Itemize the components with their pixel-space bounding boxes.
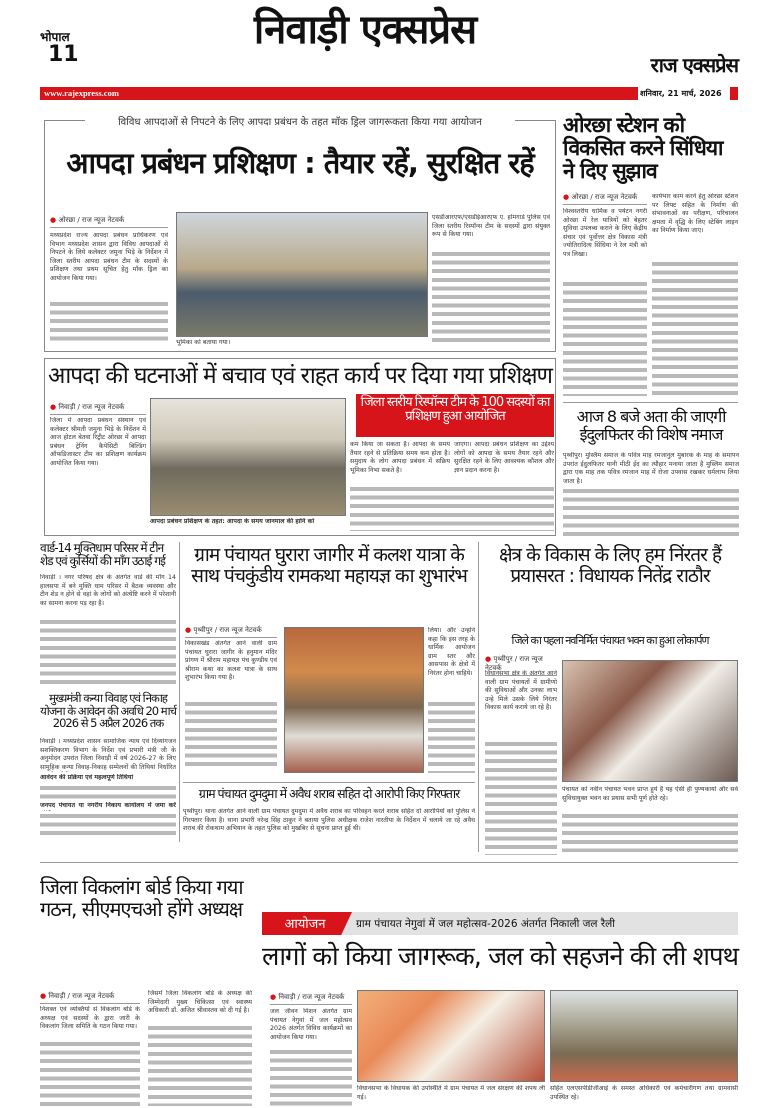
jal-text-2: विधानसभा के विधायक की उपस्थिति में ग्राम पंचायत में जल संरक्षण की शपथ ली गई।: [357, 1085, 545, 1101]
training-headline: आपदा की घटनाओं में बचाव एवं राहत कार्य पर दिया गया प्रशिक्षण: [48, 363, 552, 389]
vidhayak-byline: ● पृथ्वीपुर / राज न्यूज नेटवर्क: [485, 655, 557, 676]
orchha-text2-fill: [652, 260, 738, 396]
lead-text-right-fill: [432, 250, 550, 344]
training-headline-wrap: [48, 364, 552, 389]
kanya-text: निवाड़ी । मध्यप्रदेश शासन सामाजिक न्याय एवं दिव्यांगजन सशक्तिकरण विभाग के निर्देश एवं प्रभारी मंत्री जी के अनुमोदन उपरांत जिला निवाड़ी में वर्ष 2026-27 के लिए सामूहिक कन्या विवाह-निकाह सम्मेलनों की तिथियां निर्धारित: [40, 738, 176, 771]
jal-kicker: ग्राम पंचायत नेगुवां में जल महोत्सव-2026 अंतर्गत निकाली जल रैली: [356, 918, 616, 930]
lead-photo: [176, 212, 428, 337]
jal-text-fill: [270, 1048, 352, 1106]
divider: [563, 402, 738, 403]
vidhayak-photo: [562, 660, 738, 782]
sharab-headline: ग्राम पंचायत दुमदुमा में अवैध शराब सहित दो आरोपी किए गिरफ्तार: [198, 786, 460, 801]
lead-kicker: विविध आपदाओं से निपटने के लिए आपदा प्रबंधन के तहत मॉक ड्रिल जागरूकता किया गया आयोजन: [85, 114, 515, 128]
jal-byline: ● निवाड़ी / राज न्यूज नेटवर्क: [270, 993, 352, 1005]
divider: [179, 542, 180, 842]
vidhayak-text2-fill: [562, 812, 738, 852]
jal-headline-wrap: [262, 943, 738, 972]
divider: [478, 542, 479, 852]
lead-photo-caption: भूमिका को बताया गया।: [176, 339, 231, 346]
ward-headline: वार्ड-14 मुक्तिधाम परिसर में टीन शेड एवं कुर्सियों की माँग उठाई गई: [40, 541, 165, 569]
jal-photo-2: [550, 990, 738, 1082]
kanya-headline: मुख्यमंत्री कन्या विवाह एवं निकाह योजना के आवेदन की अवधि 20 मार्च 2026 से 5 अप्रैल 2026 तक: [40, 691, 176, 731]
kanya-text-fill-2: [40, 812, 176, 838]
viklang-headline: जिला विकलांग बोर्ड किया गया गठन, सीएमएचओ होंगे अध्यक्ष: [40, 875, 243, 921]
ward-text-fill: [40, 618, 176, 684]
header-red-block: [730, 87, 738, 100]
vidhayak-text-2: पंचायत को नवीन पंचायत भवन प्राप्त हुये हैं यह ऐसी ही पुण्यकार्यो और सर्व सुविधायुक्त भवन का प्रयास सभी पूर्ण होते रहे।: [562, 786, 738, 802]
kalash-text-fill: [185, 700, 277, 770]
lead-headline: आपदा प्रबंधन प्रशिक्षण : तैयार रहें, सुरक्षित रहें: [66, 146, 534, 180]
jal-text-3: सहित एलएसपीडीजीआई के समस्त अधिकारी एवं कर्मचारीगण तथा ग्रामवासी उपस्थित रहे।: [550, 1085, 738, 1101]
jal-tag-label: आयोजन: [284, 917, 326, 932]
jal-headline: लागों को किया जागरूक, जल को सहजने की ली शपथ: [262, 942, 738, 972]
namaz-text: पृथ्वीपुर। मुस्लिम समाज के पवित्र माह रमजानुल मुबारक के माह के समापन उपरांत ईदुलफितर यानी मीठी ईद का त्यौहार मनाया जाता है मुस्लिम समाज द्वारा एक माह तक पवित्र रमजान माह में रोजा उपवास रखकर धर्मलाभ लिया जाता है।: [563, 452, 739, 485]
response-team-headline: जिला स्तरीय रिस्पॉन्स टीम के 100 सदस्यों का प्रशिक्षण हुआ आयोजित: [360, 395, 550, 425]
website-link[interactable]: www.rajexpress.com: [44, 88, 119, 98]
sharab-text: पृथ्वीपुर। थाना अंतर्गत आने वाली ग्राम पंचायत दुमदुमा में अवैध शराब का परिवहन करते शराब सहित दो आरोपियों को पुलिस ने गिरफ्तार किया है। थाना प्रभारी नरेन्द्र सिंह ठाकुर ने बताया पुलिस अधीक्षक राजेश नारतीया के निर्देशन में चलाये जा रहे अवैध शराब की रोकथाम अभियान के तहत पुलिस को मुखबिर से सूचना प्राप्त हुई थी।: [183, 808, 475, 833]
training-text-fill: [350, 485, 554, 531]
orchha-text-2: कार्यभार काम करने हेतु ओरछा स्टेशन पर लिफ्ट सहित के निर्माण की संभावनाओं का परीक्षण, परिचालन क्षमता में वृद्धि के लिए स्टेबिंग लाइन का निर्माण किया जाए।: [652, 193, 738, 235]
viklang-byline: ● निवाड़ी / राज न्यूज नेटवर्क: [40, 992, 140, 1004]
vidhayak-subheadline: जिले का पहला नवनिर्मित पंचायत भवन का हुआ लोकार्पण: [511, 634, 709, 647]
jal-photo-1: [357, 990, 545, 1082]
divider: [40, 862, 738, 863]
viklang-text2-fill: [148, 1024, 252, 1106]
viklang-text-fill: [40, 1040, 140, 1106]
orchha-headline: ओरछा स्टेशन को विकसित करने सिंधिया ने दिए सुझाव: [563, 113, 723, 184]
page-city: भोपाल: [40, 30, 70, 44]
kanya-sub-1: आवेदन की प्रक्रिया एवं महत्वपूर्ण तिथियां: [40, 774, 134, 781]
namaz-text-fill: [563, 487, 739, 536]
jal-text: जल जीवन मिशन अंतर्गत ग्राम पंचायत नेगुवां में जल महोत्सव 2026 अंतर्गत विविध कार्यक्रमों का आयोजन किया गया।: [270, 1008, 352, 1041]
kalash-text2-fill: [428, 700, 475, 773]
brand-logo: राज एक्सप्रेस: [650, 53, 738, 77]
viklang-text-2: जिसमें जिला विकलांग बोर्ड के अध्यक्ष की जिम्मेदारी मुख्य चिकित्सा एवं स्वास्थ्य अधिकारी डॉ. अजित श्रीवास्तव को दी गई है।: [148, 990, 252, 1015]
kalash-photo: [284, 627, 424, 773]
lead-text-left: मध्यप्रदेश राज्य आपदा प्रबंधन प्राधिकरण एवं विभाग मध्यप्रदेश शासन द्वारा विविध आपदाओं से निपटने के लिये कलेक्टर जमुना भिड़े के निर्देशन में जिला स्तरीय आपदा प्रबंधन टीम के सदस्यों के प्रशिक्षण तथा प्रथम सूचित हेतु मॉक ड्रिल का आयोजन किया गया।: [50, 232, 168, 282]
training-photo: [150, 398, 346, 516]
masthead: निवाड़ी एक्सप्रेस: [253, 7, 477, 53]
namaz-headline: आज 8 बजे अता की जाएगी ईदुलफितर की विशेष नमाज: [576, 407, 726, 444]
orchha-text: विश्वस्तरीय धार्मिक व पर्यटन नगरी ओरछा में रेल यात्रियों को बेहतर सुविधा उपलब्ध कराने के लिए केंद्रीय संचार एवं पूर्वोत्तर क्षेत्र विकास मंत्री ज्योतिरादित्य सिंधिया ने रेल मंत्री को पत्र लिखा।: [563, 208, 647, 258]
issue-date: शनिवार, 21 मार्च, 2026: [640, 89, 722, 98]
page-number: 11: [48, 42, 79, 67]
orchha-byline: ● ओरछा / राज न्यूज नेटवर्क: [563, 193, 647, 205]
header-red-bar: [40, 87, 638, 100]
vidhayak-text-fill: [485, 740, 557, 855]
vidhayak-text: विधानसभा क्षेत्र के अंतर्गत आने वाली ग्राम पंचायतों में ग्रामीणो की सुविधाओं और उनका लाभ उन्हे मिले उसके लिये निरंतर विकास कार्य कराये जा रहे है।: [485, 670, 557, 712]
viklang-text: निशक्त एवं व्यक्तियों से विकलांग बोर्ड के अध्यक्ष एवं सदस्यों के द्वारा जारी के विकलांग जिला समिति के गठन किया गया।: [40, 1006, 140, 1031]
vidhayak-headline: क्षेत्र के विकास के लिए हम निंरतर हैं प्रयासरत : विधायक नितेंद्र राठौर: [498, 544, 722, 587]
lead-text-left-fill: [50, 300, 168, 344]
divider: [183, 782, 475, 783]
training-byline: ● निवाड़ी / राज न्यूज नेटवर्क: [50, 403, 146, 415]
kalash-text: विकासखंड अंतर्गत आने वाली ग्राम पंचायत घुरारा जागीर के हनुमान मंदिर प्रांगण में श्रीराम महायज्ञ पंच कुण्डीय एवं श्रीराम कथा का कलश यात्रा के साथ शुभारंभ किया गया है।: [185, 640, 277, 682]
lead-byline: ● ओरछा / राज न्यूज नेटवर्क: [50, 216, 168, 228]
training-text-2: कम किया जा सकता है। आपदा के समय तैयार रहने से प्रतिक्रिया समय कम होता है। समुदाय के लोग आपदा प्रबंधन में सक्रिय भूमिका निभा सकते है।: [350, 441, 450, 474]
kanya-sub-2: जनपद पंचायत या नगरीय निकाय कार्यालय में जमा करें: [40, 802, 176, 809]
ward-text: निवाड़ी । नगर परिषद क्षेत्र के अंतर्गत वार्ड की माँग 14 हालसपा में बने मुक्ति धाम परिसर में बैठक व्यवस्था और टीन शेड न होने से वहां के लोगों को अंत्येष्टि करने में परेशानी का सामना करना पड़ रहा है।: [40, 574, 176, 607]
lead-text-right: एसडीआरएफ/एसडीईआरएफ ए. होमगार्ड पुलिस एवं जिला स्तरीय रिस्पॉन्स टीम के सदस्यों द्वारा संयुक्त रूप से किया गया।: [432, 214, 550, 239]
kalash-headline: ग्राम पंचायत घुरारा जागीर में कलश यात्रा के साथ पंचकुंडीय रामकथा महायज्ञ का शुभारंभ: [191, 544, 467, 587]
training-text: जिला में आपदा प्रबंधन संस्थान एवं कलेक्टर श्रीमती जमुना भिड़े के निर्देशन में आज होटल बेतवा रिट्रीट ओरछा में आपदा प्रबंधन ट्रेनिंग कैपेसिटी बिल्डिंग ऑफडिजास्टर टीम का प्रशिक्षण कार्यक्रम आयोजित किया गया।: [50, 417, 146, 467]
training-caption: आपदा प्रबंधन प्रशिक्षण के तहत: आपदा के समय जानमाल की हानि को: [150, 518, 315, 525]
orchha-text-fill: [563, 280, 647, 396]
kalash-text-2: लिया। और उन्होंने कहा कि इस तरह के धार्मिक आयोजन ग्राम स्तर और आसपास के क्षेत्रो में निरंतर होना चाहिये।: [428, 627, 475, 677]
kanya-text-fill: [40, 784, 176, 800]
training-text-3: जाएगा। आपदा प्रबंधन प्रशिक्षण का उद्देश्य लोगों को आपदा के समय तैयार रहने और सुरक्षित रहने के लिए आवश्यक कौशल और ज्ञान प्रदान करना है।: [454, 441, 554, 474]
kalash-byline: ● पृथ्वीपुर / राज न्यूज नेटवर्क: [185, 626, 277, 638]
